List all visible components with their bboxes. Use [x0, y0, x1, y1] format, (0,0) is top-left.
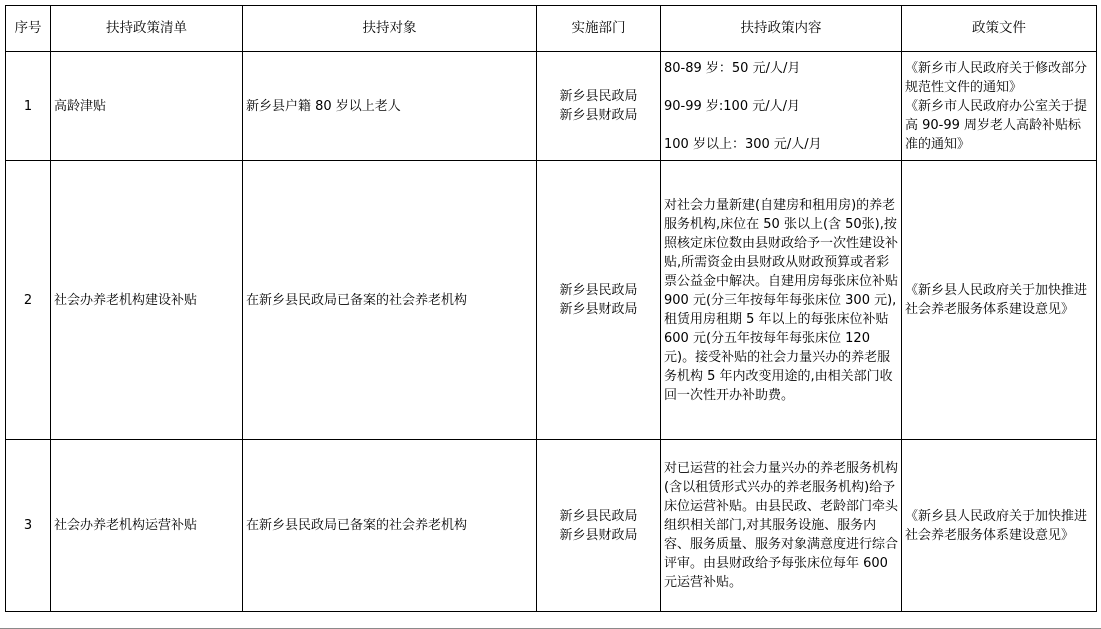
cell-department[interactable] [537, 161, 661, 440]
table-row [6, 440, 1097, 612]
cell-target[interactable]: 新乡县户籍 80 岁以上老人 [243, 52, 537, 161]
cell-index[interactable]: 3 [6, 440, 51, 612]
cell-document[interactable]: 《新乡县人民政府关于加快推进社会养老服务体系建设意见》 [902, 440, 1097, 612]
header-target[interactable]: 扶持对象 [243, 6, 537, 52]
table-row [6, 52, 1097, 161]
department-line: 新乡县财政局 [559, 108, 638, 123]
cell-document[interactable] [902, 52, 1097, 161]
cell-department[interactable] [537, 440, 661, 612]
header-department[interactable]: 实施部门 [537, 6, 661, 52]
cell-department[interactable] [537, 52, 661, 161]
document-line: 《新乡市人民政府办公室关于提高 90-99 周岁老人高龄补贴标准的通知》 [905, 98, 1088, 152]
cell-target[interactable]: 在新乡县民政局已备案的社会养老机构 [243, 161, 537, 440]
content-line: 80-89 岁：50 元/人/月 [664, 60, 801, 76]
cell-index[interactable]: 1 [6, 52, 51, 161]
cell-content[interactable]: 对已运营的社会力量兴办的养老服务机构(含以租赁形式兴办的养老服务机构)给予床位运营补贴。由县民政、老龄部门牵头组织相关部门,对其服务设施、服务内容、服务质量、服务对象满意度进行综合评审。由县财政给予每张床位每年 600 元运营补贴。 [661, 440, 902, 612]
header-index[interactable]: 序号 [6, 6, 51, 52]
header-row [6, 6, 1097, 52]
content-line: 90-99 岁:100 元/人/月 [664, 98, 800, 114]
cell-policy-name[interactable]: 高龄津贴 [51, 52, 243, 161]
table-row [6, 161, 1097, 440]
policy-table [5, 5, 1097, 612]
cell-content[interactable] [661, 52, 902, 161]
document-line: 《新乡市人民政府关于修改部分规范性文件的通知》 [905, 60, 1088, 95]
cell-target[interactable]: 在新乡县民政局已备案的社会养老机构 [243, 440, 537, 612]
cell-document[interactable]: 《新乡县人民政府关于加快推进社会养老服务体系建设意见》 [902, 161, 1097, 440]
cell-policy-name[interactable]: 社会办养老机构运营补贴 [51, 440, 243, 612]
department-line: 新乡县民政局 [559, 89, 638, 104]
header-document[interactable]: 政策文件 [902, 6, 1097, 52]
cell-content[interactable]: 对社会力量新建(自建房和租用房)的养老服务机构,床位在 50 张以上(含 50张),按照核定床位数由县财政给予一次性建设补贴,所需资金由县财政从财政预算或者彩票公益金中解决。自建用房每张床位补贴 900 元(分三年按每年每张床位 300 元),租赁用房租期 5 年以上的每张床位补贴 600 元(分五年按每年每张床位 120 元)。接受补贴的社会力量兴办的养老服务机构 5 年内改变用途的,由相关部门收回一次性开办补助费。 [661, 161, 902, 440]
department-line: 新乡县财政局 [559, 527, 638, 543]
department-line: 新乡县民政局 [559, 283, 638, 298]
department-line: 新乡县民政局 [559, 508, 638, 524]
content-line: 100 岁以上：300 元/人/月 [664, 136, 822, 152]
cell-policy-name[interactable]: 社会办养老机构建设补贴 [51, 161, 243, 440]
header-content[interactable]: 扶持政策内容 [661, 6, 902, 52]
header-policy-name[interactable]: 扶持政策清单 [51, 6, 243, 52]
department-line: 新乡县财政局 [559, 302, 638, 317]
cell-index[interactable]: 2 [6, 161, 51, 440]
